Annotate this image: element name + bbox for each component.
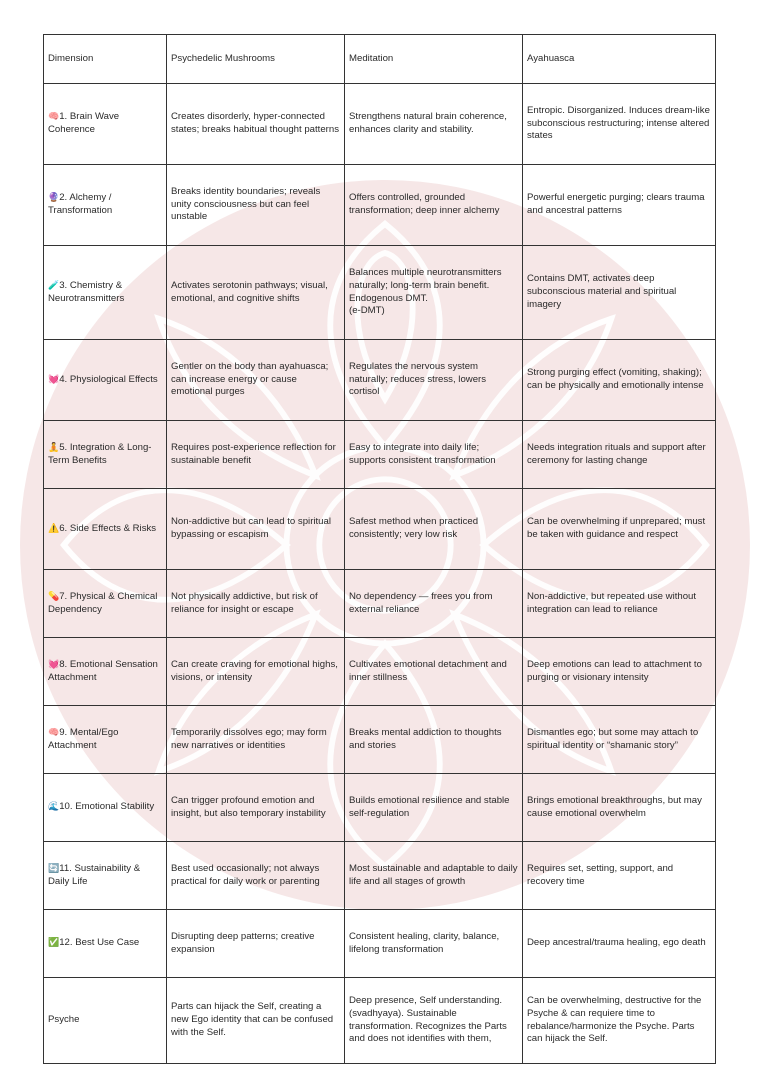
table-row — [44, 165, 716, 246]
ayahuasca-cell: Requires set, setting, support, and recovery time — [523, 842, 716, 910]
meditation-cell: Cultivates emotional detachment and inner stillness — [345, 638, 523, 706]
meditation-cell: Easy to integrate into daily life; supports consistent transformation — [345, 421, 523, 489]
table-row — [44, 84, 716, 165]
meditation-cell: Breaks mental addiction to thoughts and stories — [345, 706, 523, 774]
meditation-cell: Strengthens natural brain coherence, enhances clarity and stability. — [345, 84, 523, 165]
dimension-label: 4. Physiological Effects — [59, 373, 158, 385]
comparison-table — [43, 34, 716, 1064]
dimension-label: 3. Chemistry & Neurotransmitters — [48, 279, 125, 304]
mushrooms-cell: Can create craving for emotional highs, visions, or intensity — [167, 638, 345, 706]
check-mark-icon: ✅ — [48, 938, 60, 949]
mushrooms-cell: Not physically addictive, but risk of reliance for insight or escape — [167, 570, 345, 638]
mushrooms-cell: Creates disorderly, hyper-connected states; breaks habitual thought patterns — [167, 84, 345, 165]
ayahuasca-cell: Non-addictive, but repeated use without integration can lead to reliance — [523, 570, 716, 638]
dimension-label: 1. Brain Wave Coherence — [48, 111, 120, 135]
heart-icon: 💓 — [48, 374, 60, 385]
mushrooms-cell: Parts can hijack the Self, creating a new Ego identity that can be confused with the Self. — [167, 978, 345, 1064]
table-row — [44, 421, 716, 489]
table-row — [44, 774, 716, 842]
mushrooms-cell: Activates serotonin pathways; visual, emotional, and cognitive shifts — [167, 246, 345, 340]
meditation-cell: Regulates the nervous system naturally; reduces stress, lowers cortisol — [345, 340, 523, 421]
table-row — [44, 340, 716, 421]
mushrooms-cell: Requires post-experience reflection for sustainable benefit — [167, 421, 345, 489]
table-row — [44, 570, 716, 638]
header-cell-ayahuasca: Ayahuasca — [523, 35, 716, 84]
dimension-cell — [44, 774, 167, 842]
dimension-cell — [44, 978, 167, 1064]
ayahuasca-cell: Deep ancestral/trauma healing, ego death — [523, 910, 716, 978]
dimension-label: 8. Emotional Sensation Attachment — [48, 658, 158, 683]
meditation-cell: Balances multiple neurotransmitters naturally; long-term brain benefit. Endogenous DMT. (e-DMT) — [345, 246, 523, 340]
dimension-cell — [44, 638, 167, 706]
dimension-label: 7. Physical & Chemical Dependency — [48, 590, 158, 615]
dimension-label: 12. Best Use Case — [59, 937, 140, 949]
table-row — [44, 842, 716, 910]
header-cell-dimension: Dimension — [44, 35, 167, 84]
table-row — [44, 978, 716, 1064]
test-tube-icon: 🧪 — [48, 280, 60, 291]
ayahuasca-cell: Strong purging effect (vomiting, shaking); can be physically and emotionally intense — [523, 340, 716, 421]
meditation-cell: Most sustainable and adaptable to daily life and all stages of growth — [345, 842, 523, 910]
dimension-label: Psyche — [48, 1014, 80, 1026]
dimension-label: 11. Sustainability & Daily Life — [48, 862, 141, 887]
meditation-cell: No dependency — frees you from external reliance — [345, 570, 523, 638]
mushrooms-cell: Non-addictive but can lead to spiritual bypassing or escapism — [167, 489, 345, 570]
mushrooms-cell: Breaks identity boundaries; reveals unity consciousness but can feel unstable — [167, 165, 345, 246]
header-cell-meditation: Meditation — [345, 35, 523, 84]
mushrooms-cell: Can trigger profound emotion and insight, but also temporary instability — [167, 774, 345, 842]
crystal-ball-icon: 🔮 — [48, 193, 60, 204]
ayahuasca-cell: Entropic. Disorganized. Induces dream-like subconscious restructuring; intense altered states — [523, 84, 716, 165]
meditation-cell: Safest method when practiced consistently; very low risk — [345, 489, 523, 570]
ayahuasca-cell: Needs integration rituals and support after ceremony for lasting change — [523, 421, 716, 489]
table-row — [44, 638, 716, 706]
table-row — [44, 246, 716, 340]
pill-icon: 💊 — [48, 591, 60, 602]
mushrooms-cell: Gentler on the body than ayahuasca; can increase energy or cause emotional purges — [167, 340, 345, 421]
mushrooms-cell: Temporarily dissolves ego; may form new narratives or identities — [167, 706, 345, 774]
table-row — [44, 706, 716, 774]
dimension-label: 9. Mental/Ego Attachment — [48, 726, 119, 751]
ayahuasca-cell: Contains DMT, activates deep subconscious material and spiritual imagery — [523, 246, 716, 340]
meditation-cell: Consistent healing, clarity, balance, lifelong transformation — [345, 910, 523, 978]
dimension-cell — [44, 570, 167, 638]
mushrooms-cell: Best used occasionally; not always practical for daily work or parenting — [167, 842, 345, 910]
header-row — [44, 35, 716, 84]
dimension-cell — [44, 340, 167, 421]
dimension-cell — [44, 84, 167, 165]
cycle-icon: 🔄 — [48, 863, 60, 874]
dimension-label: 10. Emotional Stability — [59, 801, 155, 813]
warning-icon: ⚠️ — [48, 523, 60, 534]
dimension-cell — [44, 165, 167, 246]
dimension-label: 2. Alchemy / Transformation — [48, 192, 113, 216]
header-cell-mushrooms: Psychedelic Mushrooms — [167, 35, 345, 84]
table-row — [44, 489, 716, 570]
meditation-cell: Builds emotional resilience and stable self-regulation — [345, 774, 523, 842]
mushrooms-cell: Disrupting deep patterns; creative expansion — [167, 910, 345, 978]
ayahuasca-cell: Can be overwhelming, destructive for the Psyche & can requiere time to rebalance/harmonize the Psyche. Parts can hijack the Self. — [523, 978, 716, 1064]
dimension-cell — [44, 489, 167, 570]
meditation-cell: Deep presence, Self understanding. (svadhyaya). Sustainable transformation. Recognizes the Parts and does not identifies with them, — [345, 978, 523, 1064]
dimension-cell — [44, 706, 167, 774]
brain-icon: 🧠 — [48, 112, 60, 123]
wave-icon: 🌊 — [48, 802, 60, 813]
ayahuasca-cell: Powerful energetic purging; clears trauma and ancestral patterns — [523, 165, 716, 246]
ayahuasca-cell: Deep emotions can lead to attachment to purging or visionary intensity — [523, 638, 716, 706]
meditation-cell: Offers controlled, grounded transformation; deep inner alchemy — [345, 165, 523, 246]
ayahuasca-cell: Can be overwhelming if unprepared; must be taken with guidance and respect — [523, 489, 716, 570]
dimension-cell — [44, 910, 167, 978]
ayahuasca-cell: Brings emotional breakthroughs, but may cause emotional overwhelm — [523, 774, 716, 842]
dimension-cell — [44, 842, 167, 910]
table-row — [44, 910, 716, 978]
heart-icon: 💓 — [48, 659, 60, 670]
dimension-label: 5. Integration & Long-Term Benefits — [48, 441, 152, 466]
meditating-person-icon: 🧘 — [48, 442, 60, 453]
ayahuasca-cell: Dismantles ego; but some may attach to spiritual identity or “shamanic story” — [523, 706, 716, 774]
brain-icon: 🧠 — [48, 727, 60, 738]
dimension-label: 6. Side Effects & Risks — [59, 522, 157, 534]
dimension-cell — [44, 246, 167, 340]
dimension-cell — [44, 421, 167, 489]
